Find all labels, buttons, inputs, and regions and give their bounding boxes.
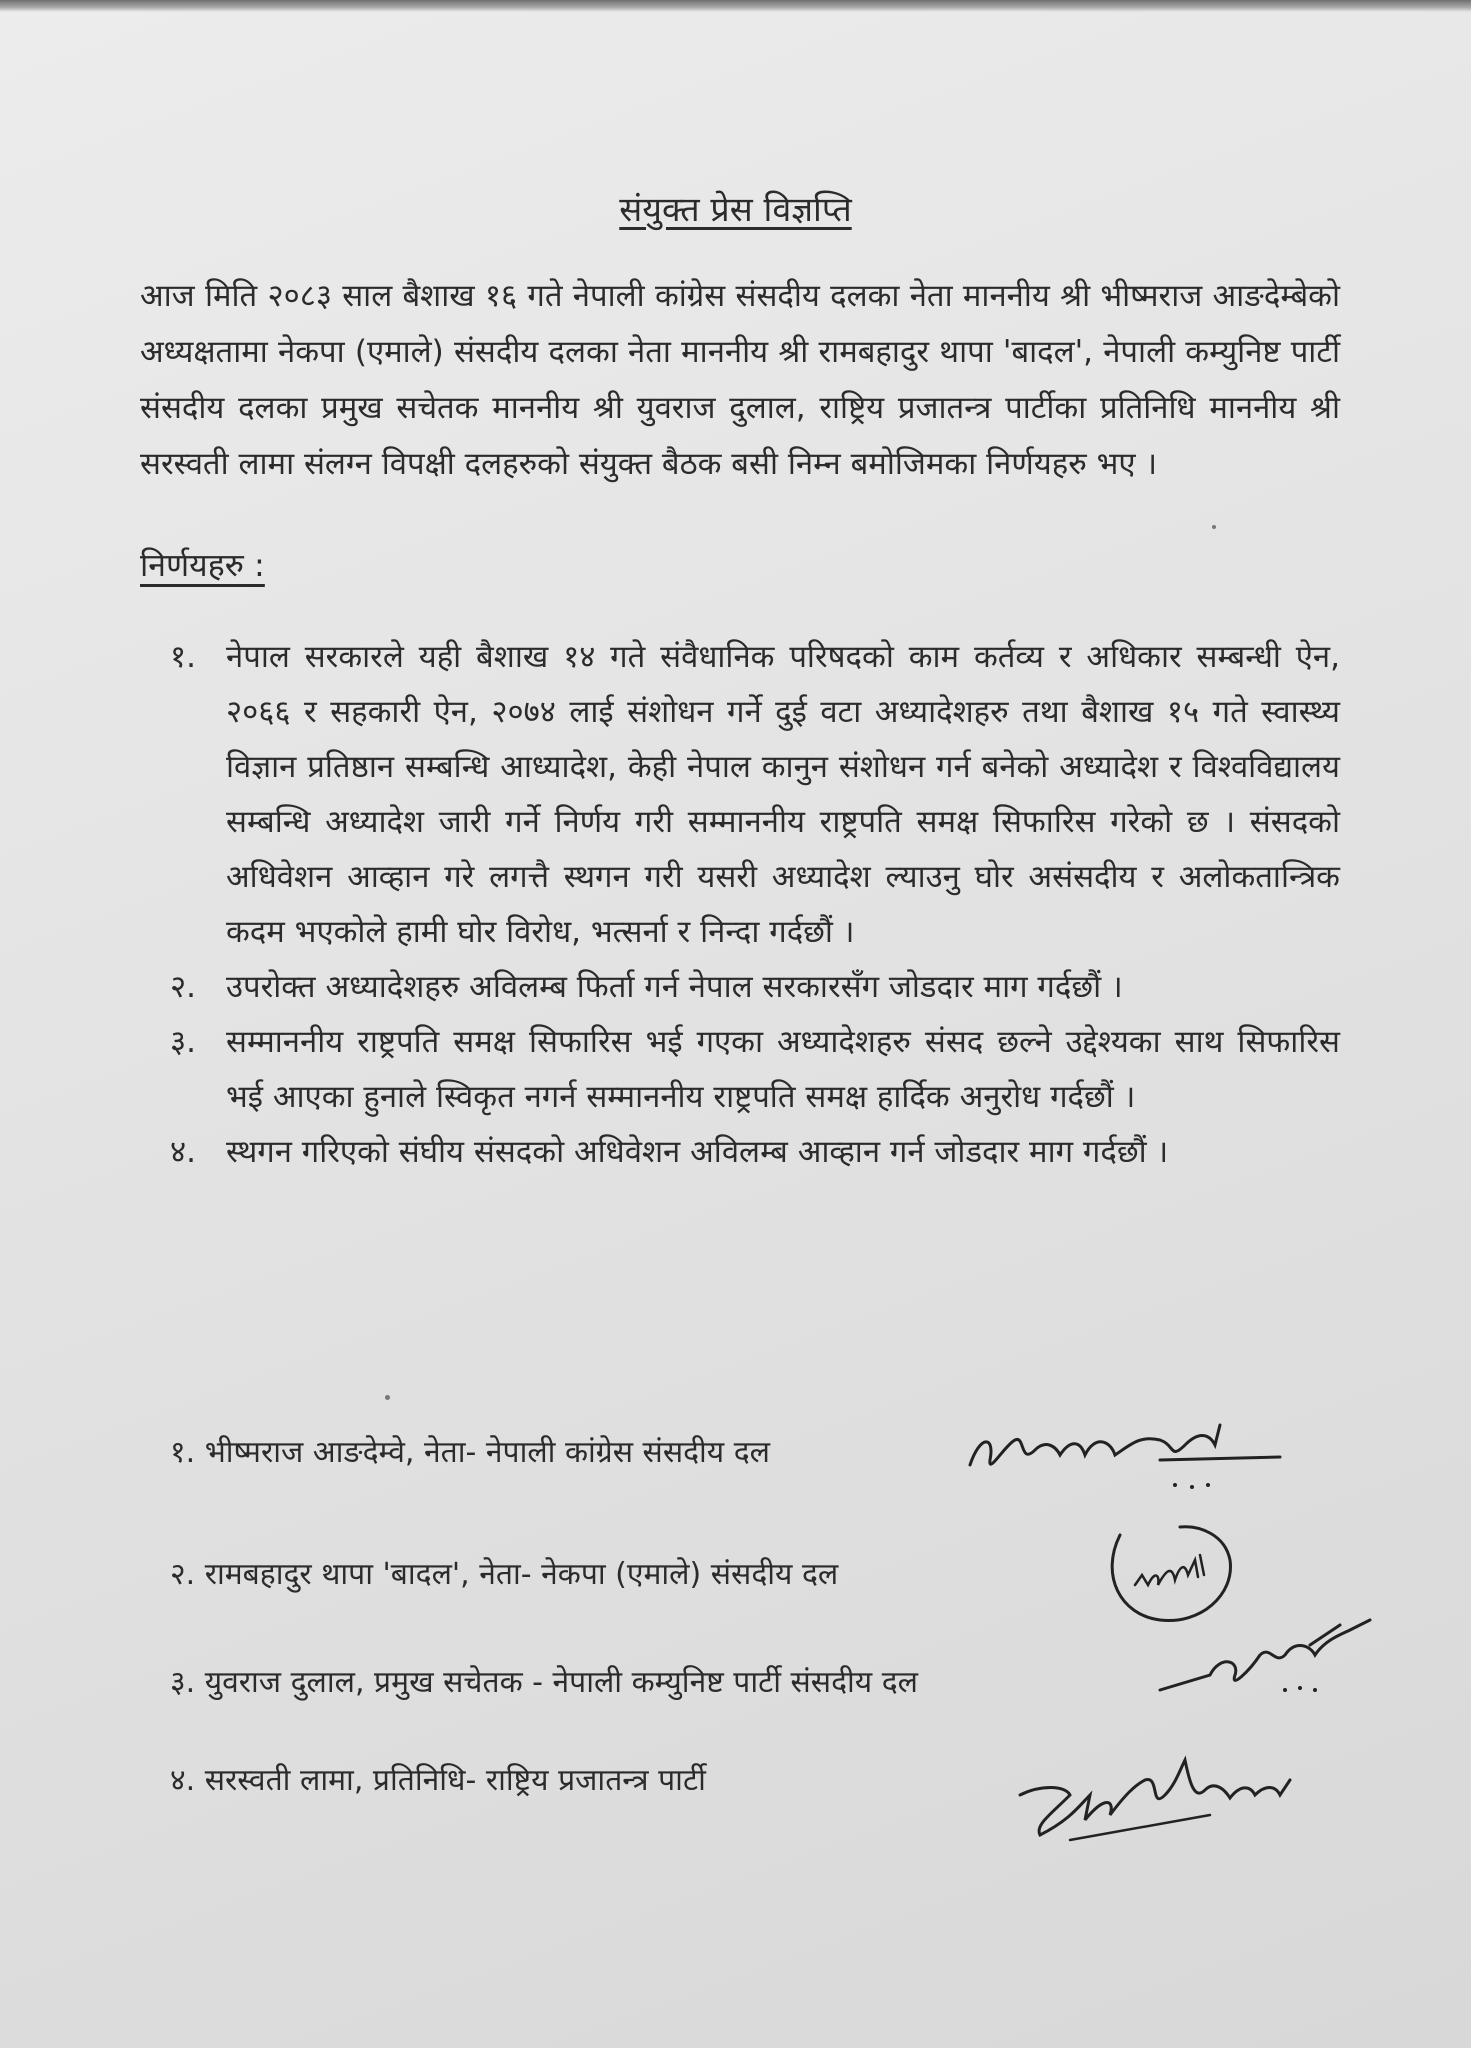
decision-text: नेपाल सरकारले यही बैशाख १४ गते संवैधानिक परिषदको काम कर्तव्य र अधिकार सम्बन्धी ऐन, २०६६ र सहकारी ऐन, २०७४ लाई संशोधन गर्ने दुई वटा अध्यादेशहरु तथा बैशाख १५ गते स्वास्थ्य विज्ञान प्रतिष्ठान सम्बन्धि आध्यादेश, केही नेपाल कानुन संशोधन गर्न बनेको अध्यादेश र विश्वविद्यालय सम्बन्धि अध्यादेश जारी गर्ने निर्णय गरी सम्माननीय राष्ट्रपति समक्ष सिफारिस गरेको छ । संसदको अधिवेशन आव्हान गरे लगत्तै स्थगन गरी यसरी अध्यादेश ल्याउनु घोर असंसदीय र अलोकतान्त्रिक कदम भएकोले हामी घोर विरोध, भत्सर्ना र निन्दा गर्दछौं । — [226, 639, 1340, 950]
decisions-heading: निर्णयहरु : — [140, 546, 265, 584]
signature-4 — [1010, 1740, 1310, 1850]
signatory-number: ४. — [170, 1763, 196, 1798]
signatory-row-1 — [170, 1430, 770, 1471]
signatory-text: सरस्वती लामा, प्रतिनिधि- राष्ट्रिय प्रजातन्त्र पार्टी — [204, 1763, 706, 1798]
document-title-text: संयुक्त प्रेस विज्ञप्ति — [619, 190, 852, 230]
decision-number: २. — [170, 969, 196, 1005]
signature-3 — [1150, 1600, 1380, 1710]
decision-number: १. — [170, 639, 196, 675]
signatory-text: रामबहादुर थापा 'बादल', नेता- नेकपा (एमाले) संसदीय दल — [204, 1557, 839, 1592]
signatory-row-2 — [170, 1552, 838, 1593]
paper-speck — [1212, 525, 1216, 529]
signatory-number: ३. — [170, 1665, 196, 1700]
decisions-list — [170, 630, 1340, 1180]
signatory-number: १. — [170, 1435, 196, 1470]
document-title — [0, 188, 1471, 232]
decision-item-1 — [170, 630, 1340, 960]
decision-item-4 — [170, 1125, 1340, 1180]
decision-item-2 — [170, 960, 1340, 1015]
signatory-row-4 — [170, 1758, 706, 1799]
decision-text: सम्माननीय राष्ट्रपति समक्ष सिफारिस भई गएका अध्यादेशहरु संसद छल्ने उद्देश्यका साथ सिफारिस भई आएका हुनाले स्विकृत नगर्न सम्माननीय राष्ट्रपति समक्ष हार्दिक अनुरोध गर्दछौं । — [226, 1024, 1340, 1115]
signature-1 — [960, 1405, 1290, 1505]
decision-text: स्थगन गरिएको संघीय संसदको अधिवेशन अविलम्ब आव्हान गर्न जोडदार माग गर्दछौं । — [226, 1134, 1169, 1170]
decision-item-3 — [170, 1015, 1340, 1125]
signatory-number: २. — [170, 1557, 196, 1592]
signatory-text: भीष्मराज आङदेम्वे, नेता- नेपाली कांग्रेस संसदीय दल — [204, 1435, 771, 1470]
decision-text: उपरोक्त अध्यादेशहरु अविलम्ब फिर्ता गर्न नेपाल सरकारसँग जोडदार माग गर्दछौं । — [226, 969, 1123, 1005]
signatory-text: युवराज दुलाल, प्रमुख सचेतक - नेपाली कम्युनिष्ट पार्टी संसदीय दल — [204, 1665, 918, 1700]
signatory-row-3 — [170, 1660, 918, 1701]
intro-paragraph: आज मिति २०८३ साल बैशाख १६ गते नेपाली कांग्रेस संसदीय दलका नेता माननीय श्री भीष्मराज आङदेम्बेको अध्यक्षतामा नेकपा (एमाले) संसदीय दलका नेता माननीय श्री रामबहादुर थापा 'बादल', नेपाली कम्युनिष्ट पार्टी संसदीय दलका प्रमुख सचेतक माननीय श्री युवराज दुलाल, राष्ट्रिय प्रजातन्त्र पार्टीका प्रतिनिधि माननीय श्री सरस्वती लामा संलग्न विपक्षी दलहरुको संयुक्त बैठक बसी निम्न बमोजिमका निर्णयहरु भए । — [140, 278, 1340, 482]
decision-number: ४. — [170, 1134, 196, 1170]
paper-speck — [385, 1395, 390, 1400]
decision-number: ३. — [170, 1024, 196, 1060]
